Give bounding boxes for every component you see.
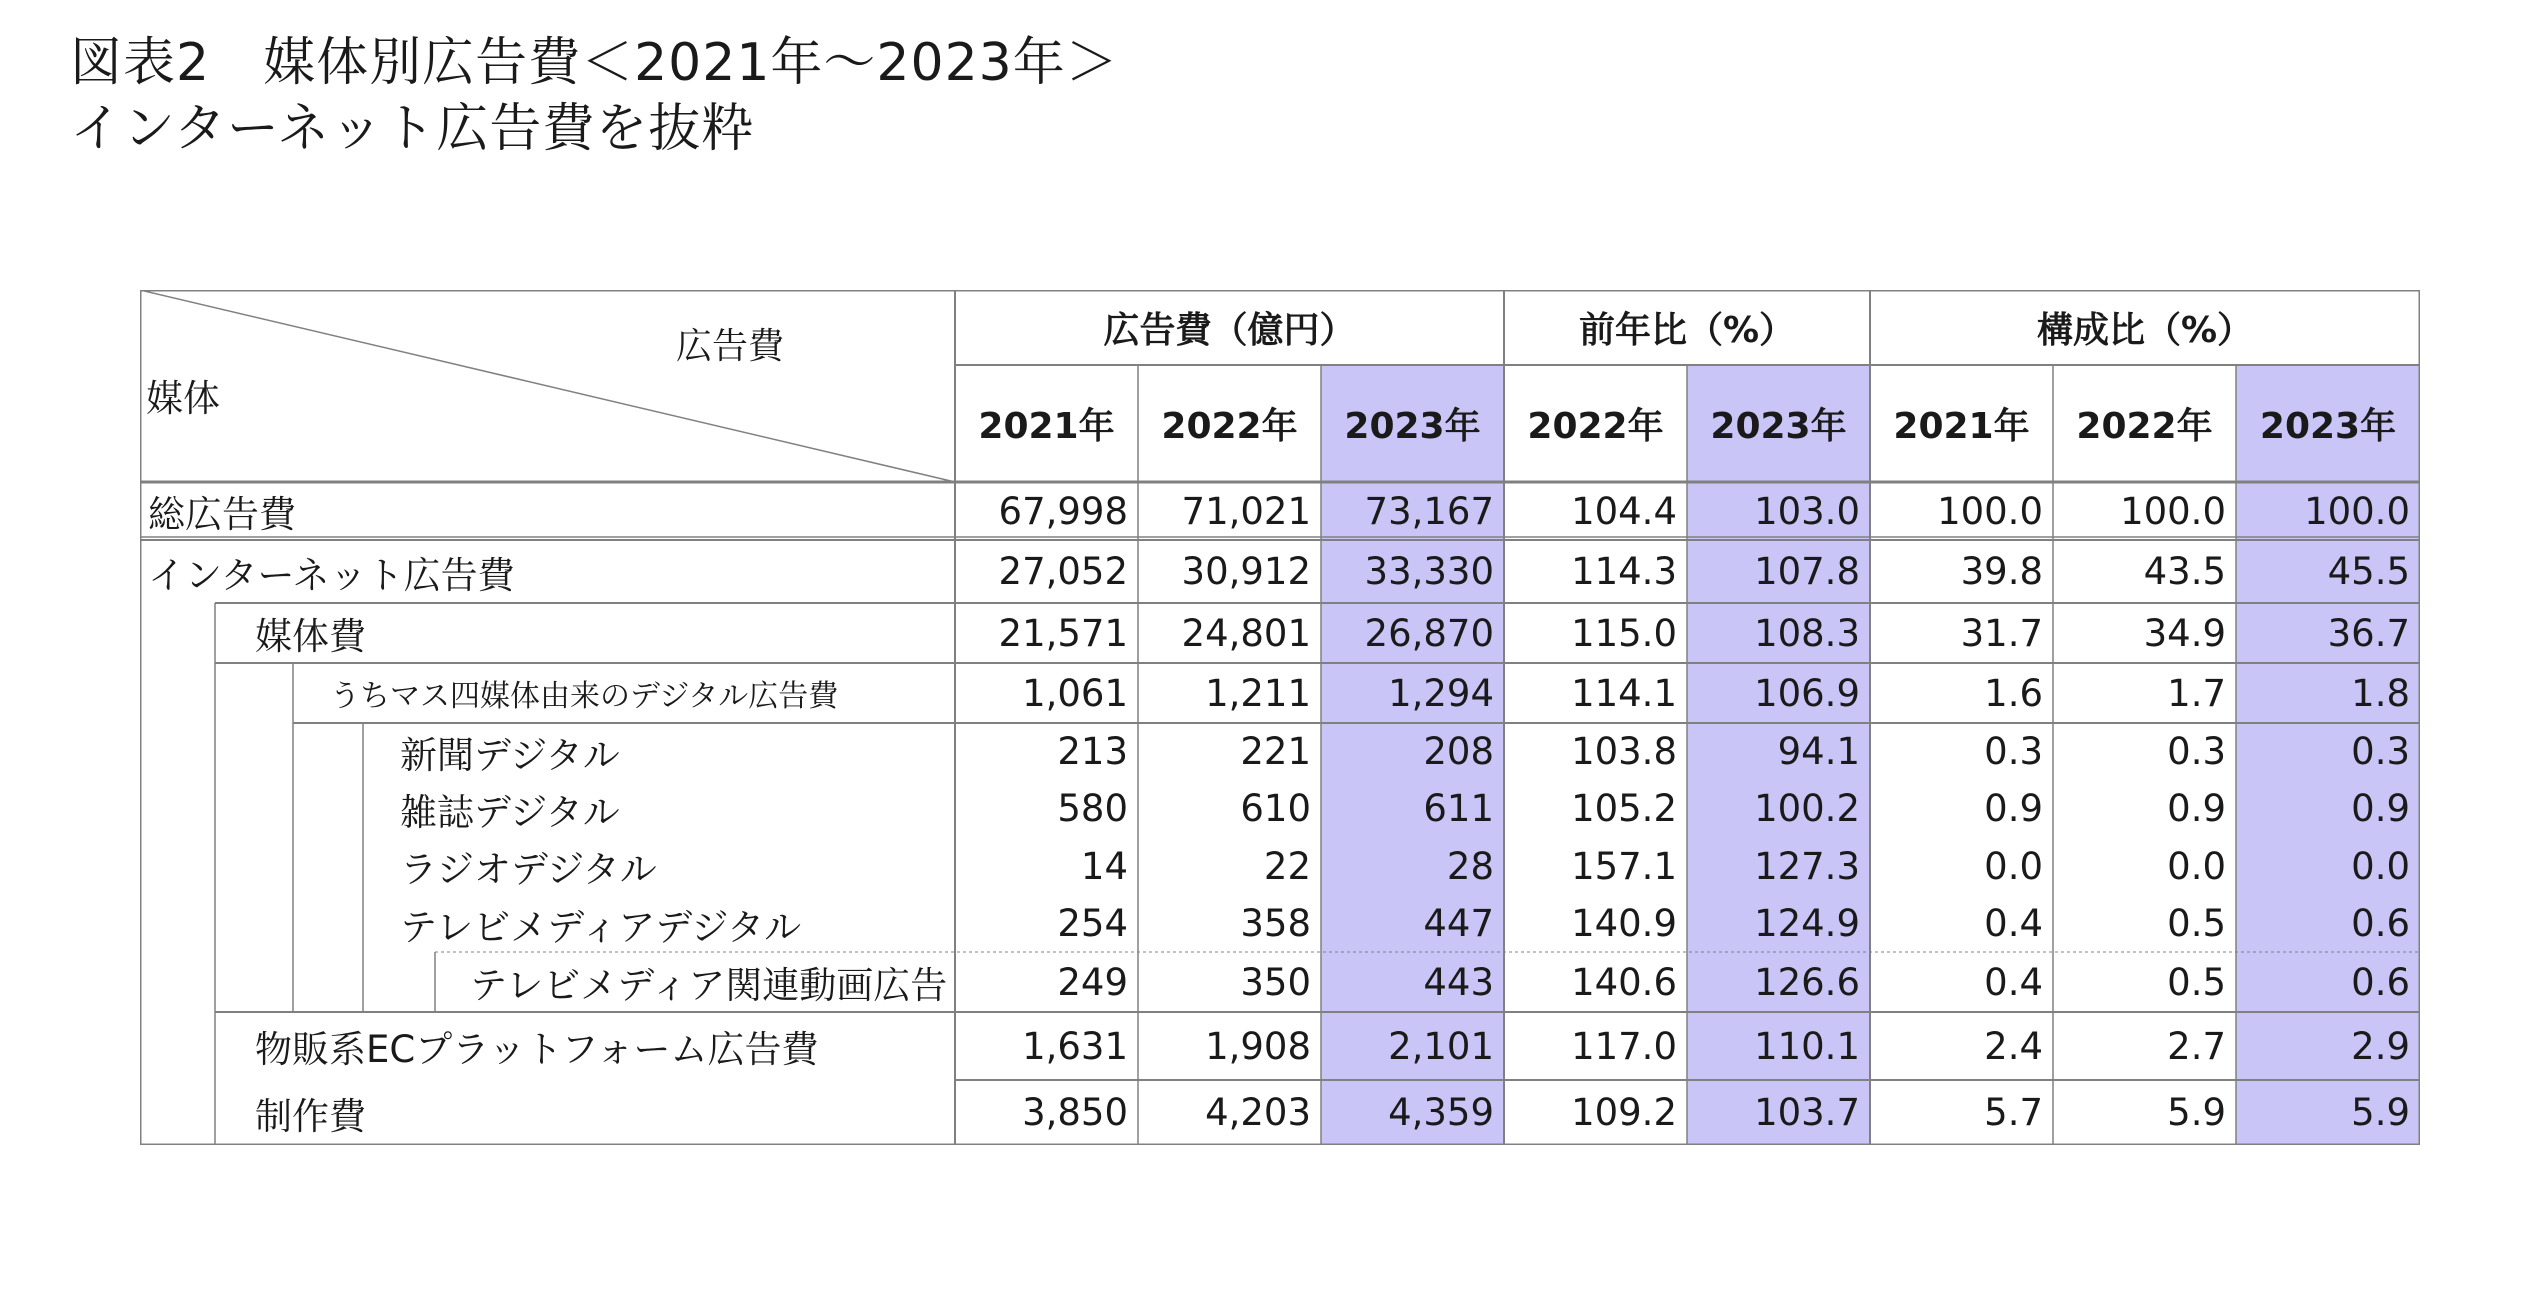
table-cell: 108.3 bbox=[1754, 611, 1860, 655]
table-cell: 5.9 bbox=[2351, 1091, 2410, 1134]
table-cell: 4,203 bbox=[1205, 1091, 1311, 1134]
row-label: 雑誌デジタル bbox=[400, 790, 620, 834]
table-cell: 26,870 bbox=[1364, 611, 1494, 655]
title-line-1: 図表2 媒体別広告費＜2021年～2023年＞ bbox=[70, 33, 1119, 93]
year-header: 2022年 bbox=[1161, 406, 1298, 447]
table-cell: 71,021 bbox=[1181, 489, 1311, 533]
year-header: 2021年 bbox=[978, 406, 1115, 447]
table-cell: 0.9 bbox=[2167, 787, 2226, 830]
row-label: 物販系ECプラットフォーム広告費 bbox=[255, 1028, 819, 1071]
table-cell: 1.7 bbox=[2167, 671, 2226, 715]
table-cell: 1,211 bbox=[1205, 671, 1311, 715]
table-cell: 24,801 bbox=[1181, 611, 1311, 655]
corner-col-header: 広告費 bbox=[675, 325, 784, 367]
year-header: 2023年 bbox=[2259, 406, 2397, 447]
table-cell: 0.3 bbox=[2167, 730, 2226, 773]
table-cell: 0.6 bbox=[2351, 960, 2410, 1004]
row-label: インターネット広告費 bbox=[148, 553, 515, 597]
table-cell: 28 bbox=[1446, 844, 1494, 888]
table-cell: 100.2 bbox=[1754, 787, 1860, 830]
table-cell: 109.2 bbox=[1571, 1091, 1677, 1134]
table-cell: 611 bbox=[1423, 787, 1494, 830]
table-cell: 100.0 bbox=[1937, 489, 2043, 533]
table-cell: 0.5 bbox=[2167, 902, 2226, 945]
table-cell: 2.4 bbox=[1984, 1024, 2043, 1068]
table-cell: 33,330 bbox=[1364, 550, 1494, 593]
year-header: 2023年 bbox=[1344, 406, 1481, 447]
table-cell: 22 bbox=[1263, 844, 1311, 888]
table-cell: 0.6 bbox=[2351, 902, 2410, 945]
table-cell: 0.4 bbox=[1984, 960, 2043, 1004]
group-header: 前年比（%） bbox=[1578, 310, 1796, 351]
table-cell: 30,912 bbox=[1181, 550, 1311, 593]
table-cell: 208 bbox=[1423, 730, 1494, 773]
table-cell: 39.8 bbox=[1960, 550, 2043, 593]
data-table bbox=[140, 290, 2420, 1145]
year-header: 2021年 bbox=[1893, 406, 2030, 447]
row-label: テレビメディア関連動画広告 bbox=[470, 964, 948, 1007]
title-line-2: インターネット広告費を抜粋 bbox=[70, 99, 755, 159]
table-cell: 106.9 bbox=[1754, 671, 1860, 715]
table-cell: 3,850 bbox=[1022, 1091, 1128, 1134]
table-cell: 2.7 bbox=[2167, 1024, 2226, 1068]
table-cell: 126.6 bbox=[1754, 960, 1860, 1004]
row-label: 総広告費 bbox=[148, 493, 296, 536]
table-cell: 103.8 bbox=[1571, 730, 1677, 773]
table-cell: 36.7 bbox=[2327, 611, 2410, 655]
group-header: 構成比（%） bbox=[2036, 310, 2254, 351]
table-cell: 0.0 bbox=[2167, 844, 2226, 888]
table-cell: 443 bbox=[1423, 960, 1494, 1004]
year-header: 2022年 bbox=[2076, 406, 2213, 447]
table-cell: 67,998 bbox=[998, 489, 1128, 533]
year-header: 2023年 bbox=[1710, 406, 1847, 447]
table-cell: 0.9 bbox=[1984, 787, 2043, 830]
table-cell: 94.1 bbox=[1777, 730, 1860, 773]
table-cell: 1.6 bbox=[1984, 671, 2043, 715]
table-cell: 4,359 bbox=[1388, 1091, 1494, 1134]
row-label: 媒体費 bbox=[255, 615, 366, 658]
table-cell: 117.0 bbox=[1571, 1024, 1677, 1068]
table-cell: 1.8 bbox=[2351, 671, 2410, 715]
row-label: テレビメディアデジタル bbox=[400, 905, 802, 949]
table-cell: 610 bbox=[1240, 787, 1311, 830]
table-cell: 213 bbox=[1057, 730, 1128, 773]
table-cell: 43.5 bbox=[2143, 550, 2226, 593]
row-label: 新聞デジタル bbox=[400, 733, 620, 777]
table-cell: 2.9 bbox=[2351, 1024, 2410, 1068]
chart-title bbox=[70, 30, 1119, 162]
table-cell: 2,101 bbox=[1388, 1024, 1494, 1068]
table-cell: 221 bbox=[1240, 730, 1311, 773]
corner-row-header: 媒体 bbox=[146, 377, 220, 420]
table-cell: 5.9 bbox=[2167, 1091, 2226, 1134]
table-cell: 140.9 bbox=[1571, 902, 1677, 945]
table-cell: 107.8 bbox=[1754, 550, 1860, 593]
row-label: 制作費 bbox=[255, 1094, 366, 1138]
table-cell: 100.0 bbox=[2120, 489, 2226, 533]
table-cell: 127.3 bbox=[1754, 844, 1860, 888]
year-header: 2022年 bbox=[1527, 406, 1664, 447]
table-cell: 5.7 bbox=[1984, 1091, 2043, 1134]
table-cell: 124.9 bbox=[1754, 902, 1860, 945]
group-header: 広告費（億円） bbox=[1103, 310, 1356, 351]
table-cell: 31.7 bbox=[1960, 611, 2043, 655]
table-cell: 100.0 bbox=[2304, 489, 2410, 533]
table-cell: 0.0 bbox=[2351, 844, 2410, 888]
table-cell: 0.3 bbox=[2351, 730, 2410, 773]
table-cell: 1,908 bbox=[1205, 1024, 1311, 1068]
table-cell: 105.2 bbox=[1571, 787, 1677, 830]
table-cell: 350 bbox=[1240, 960, 1311, 1004]
table-cell: 358 bbox=[1240, 902, 1311, 945]
row-label: うちマス四媒体由来のデジタル広告費 bbox=[330, 679, 839, 714]
table-cell: 73,167 bbox=[1364, 489, 1494, 533]
table-cell: 140.6 bbox=[1571, 960, 1677, 1004]
table-cell: 103.7 bbox=[1754, 1091, 1860, 1134]
table-cell: 1,631 bbox=[1022, 1024, 1128, 1068]
table-cell: 115.0 bbox=[1571, 611, 1677, 655]
row-label: ラジオデジタル bbox=[400, 848, 657, 891]
table-cell: 0.4 bbox=[1984, 902, 2043, 945]
table-cell: 1,061 bbox=[1022, 671, 1128, 715]
table-cell: 21,571 bbox=[998, 611, 1128, 655]
table-cell: 14 bbox=[1080, 844, 1128, 888]
table-cell: 45.5 bbox=[2327, 550, 2410, 593]
table-cell: 249 bbox=[1057, 960, 1128, 1004]
table-cell: 0.9 bbox=[2351, 787, 2410, 830]
table-cell: 114.3 bbox=[1571, 550, 1677, 593]
table-cell: 1,294 bbox=[1388, 671, 1494, 715]
table-cell: 0.3 bbox=[1984, 730, 2043, 773]
table-cell: 104.4 bbox=[1571, 489, 1677, 533]
table-cell: 157.1 bbox=[1571, 844, 1677, 888]
table-cell: 34.9 bbox=[2143, 611, 2226, 655]
table-cell: 0.0 bbox=[1984, 844, 2043, 888]
table-cell: 580 bbox=[1057, 787, 1128, 830]
table-cell: 0.5 bbox=[2167, 960, 2226, 1004]
table-cell: 114.1 bbox=[1571, 671, 1677, 715]
table-cell: 447 bbox=[1423, 902, 1494, 945]
table-cell: 103.0 bbox=[1754, 489, 1860, 533]
table-cell: 110.1 bbox=[1754, 1024, 1860, 1068]
table-cell: 254 bbox=[1057, 902, 1128, 945]
table-cell: 27,052 bbox=[998, 550, 1128, 593]
